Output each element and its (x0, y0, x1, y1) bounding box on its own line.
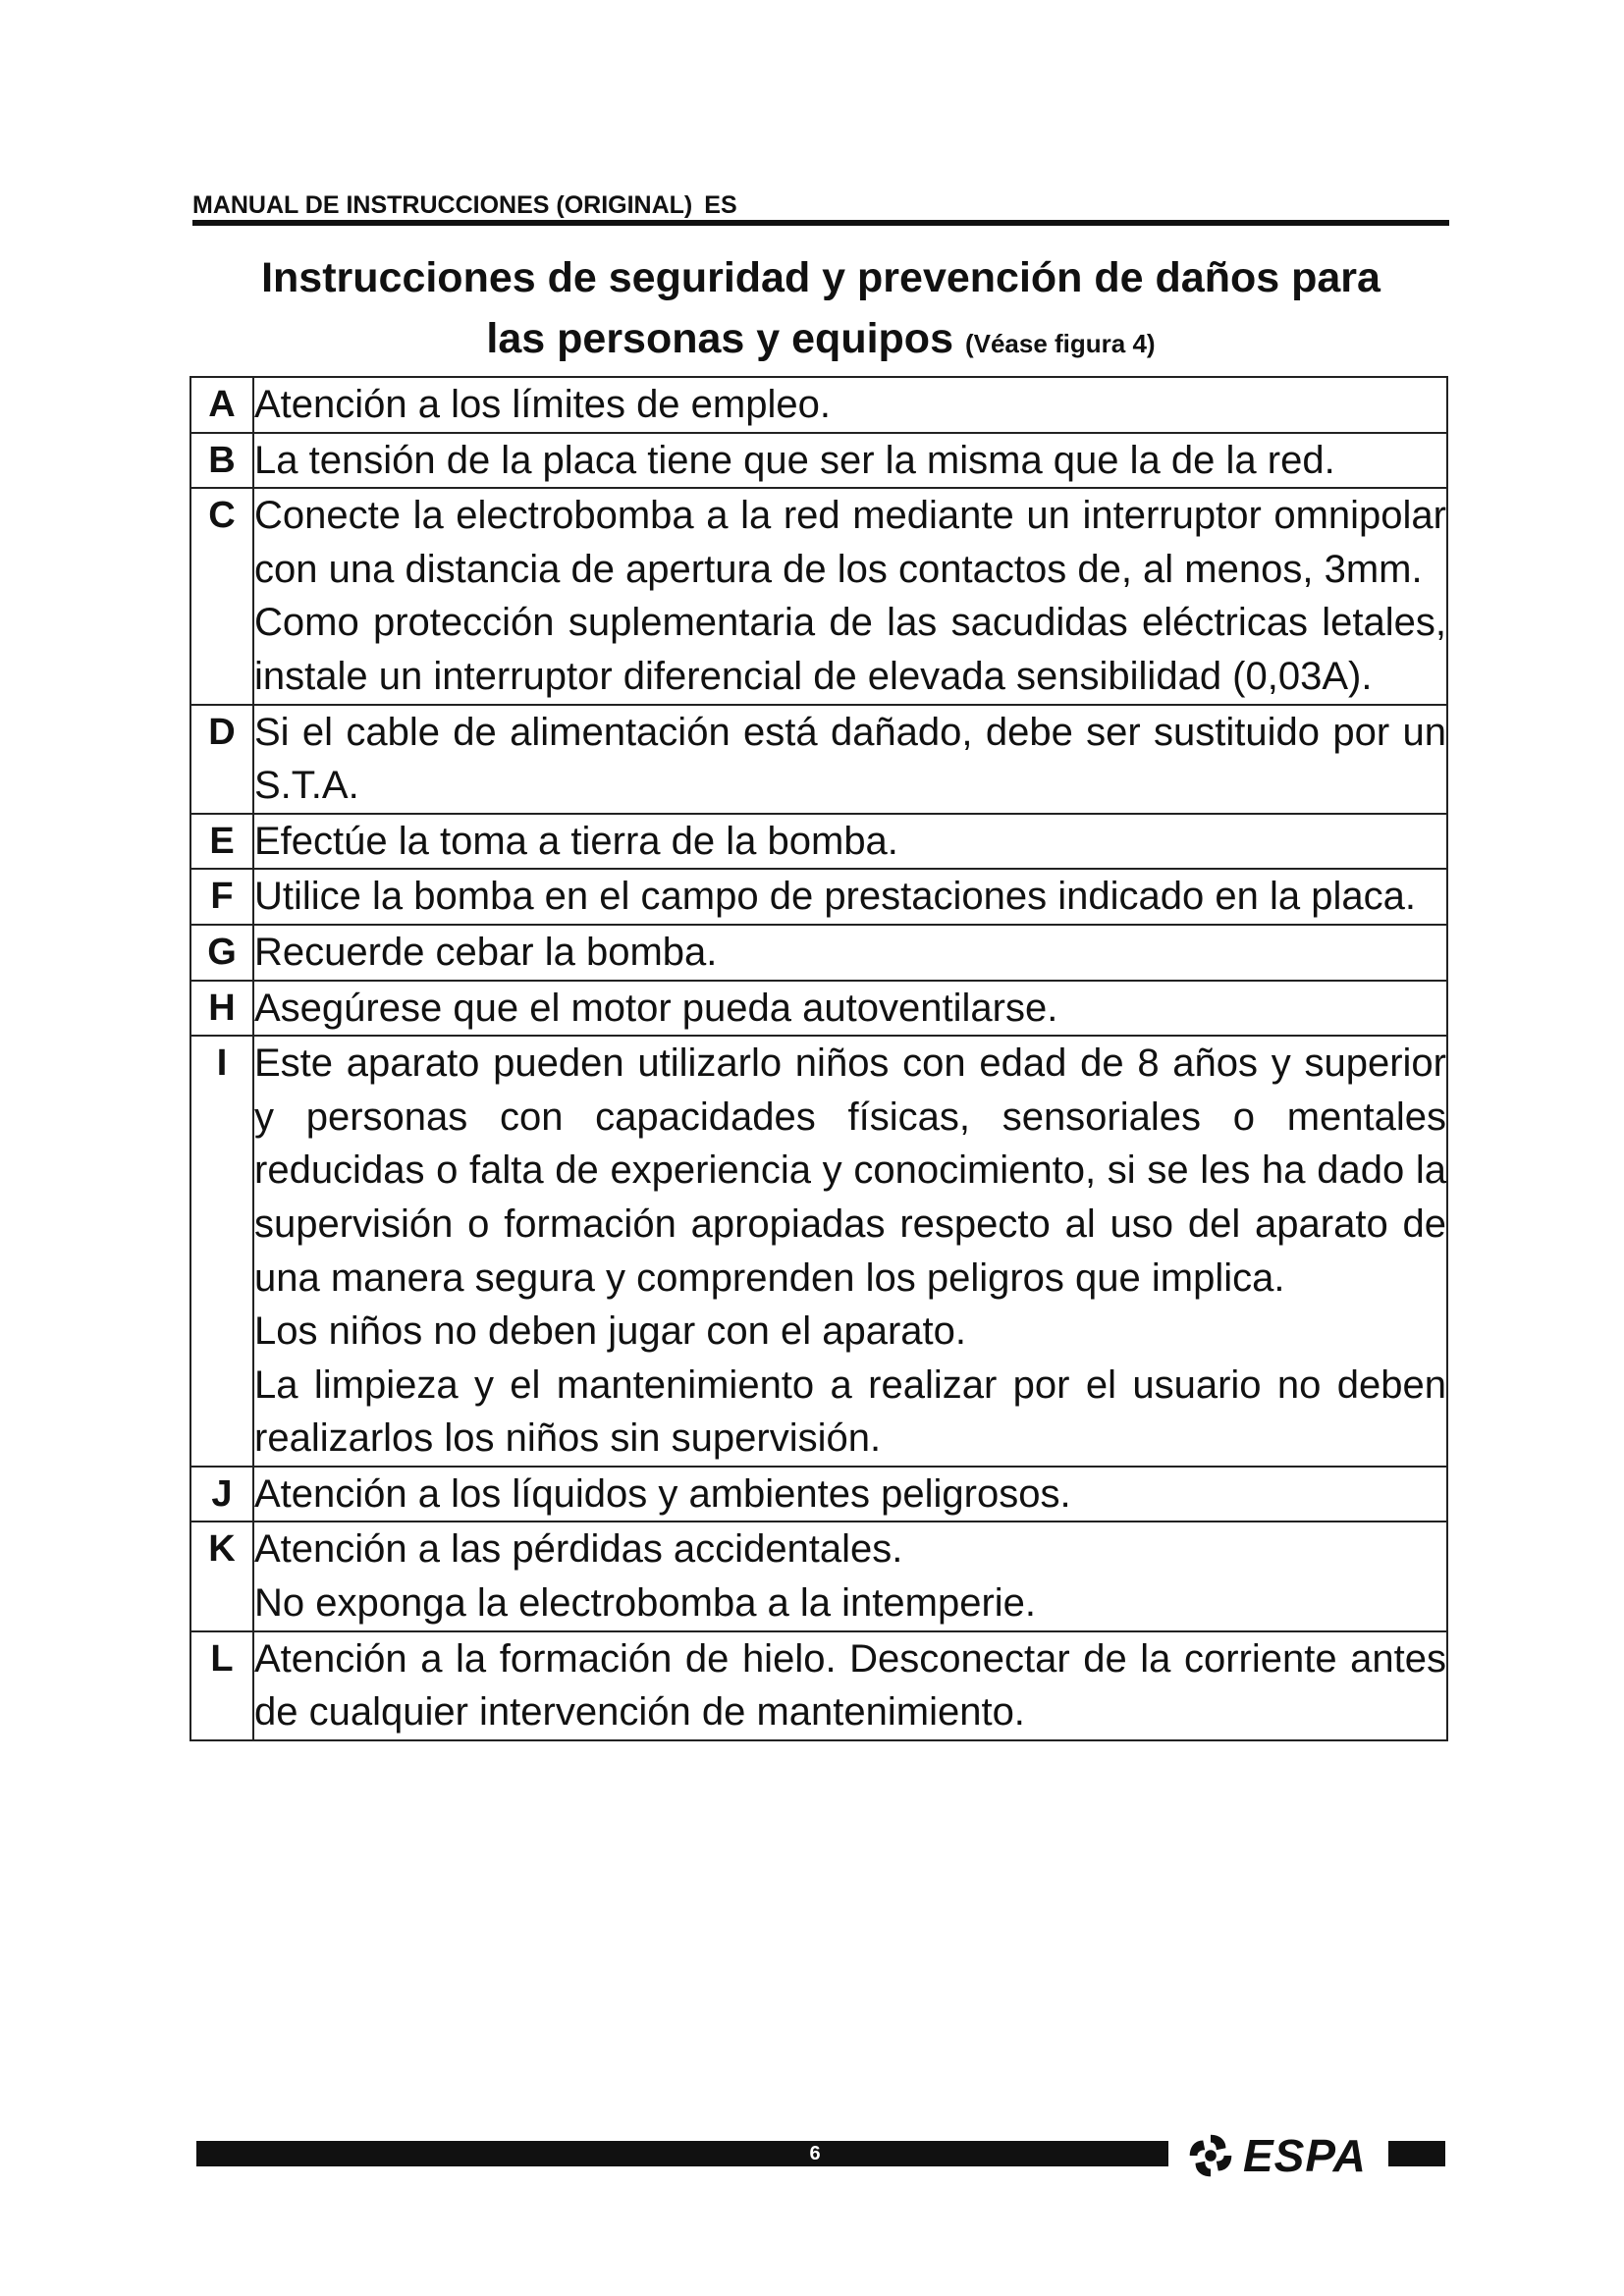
brand-name: ESPA (1243, 2130, 1367, 2181)
manual-title: MANUAL DE INSTRUCCIONES (ORIGINAL) (192, 191, 693, 219)
instruction-text (253, 1036, 1447, 1467)
footer-bar-end (1388, 2141, 1445, 2166)
instruction-letter: A (190, 377, 253, 433)
instruction-paragraph: Este aparato pueden utilizarlo niños con edad de 8 años y superior y personas con capacidades físicas, sensoriales o mentales reducidas o falta de experiencia y conocimiento, si se les ha dado la supervisión o formación apropiadas respecto al uso del aparato de una manera segura y comprenden los peligros que implica. (254, 1041, 1446, 1300)
instruction-row-b (190, 433, 1447, 489)
espa-pump-logo-icon (1182, 2127, 1239, 2184)
instruction-text (253, 377, 1447, 433)
instruction-paragraph: La limpieza y el mantenimiento a realizar por el usuario no deben realizarlos los niños sin supervisión. (254, 1362, 1446, 1461)
instruction-paragraph: Utilice la bomba en el campo de prestaciones indicado en la placa. (254, 875, 1416, 919)
instruction-paragraph: Atención a la formación de hielo. Desconectar de la corriente antes de cualquier intervención de mantenimiento. (254, 1636, 1446, 1735)
instruction-letter: L (190, 1631, 253, 1740)
instruction-letter: I (190, 1036, 253, 1467)
instruction-row-h (190, 981, 1447, 1037)
instruction-paragraph: Conecte la electrobomba a la red mediante un interruptor omnipolar con una distancia de apertura de los contactos de, al menos, 3mm. (254, 494, 1446, 591)
footer-bar (196, 2141, 1168, 2166)
instruction-letter: J (190, 1467, 253, 1522)
instruction-letter: E (190, 814, 253, 870)
instruction-paragraph: Atención a las pérdidas accidentales. (254, 1527, 903, 1572)
instruction-row-j (190, 1467, 1447, 1522)
instruction-letter: H (190, 981, 253, 1037)
instruction-row-e (190, 814, 1447, 870)
instruction-paragraph: Atención a los líquidos y ambientes peligrosos. (254, 1471, 1071, 1516)
instruction-row-d (190, 705, 1447, 814)
instruction-row-i (190, 1036, 1447, 1467)
instruction-letter: B (190, 433, 253, 489)
section-title-line-2-text: las personas y equipos (486, 315, 953, 362)
instruction-text (253, 705, 1447, 814)
instruction-row-a (190, 377, 1447, 433)
instruction-text (253, 1522, 1447, 1630)
espa-logo (1182, 2128, 1379, 2183)
instruction-row-g (190, 925, 1447, 981)
instruction-paragraph: No exponga la electrobomba a la intemperie. (254, 1581, 1037, 1626)
instruction-text (253, 1631, 1447, 1740)
instruction-letter: G (190, 925, 253, 981)
instruction-paragraph: Recuerde cebar la bomba. (254, 930, 718, 974)
instruction-text (253, 869, 1447, 925)
instruction-paragraph: Efectúe la toma a tierra de la bomba. (254, 819, 898, 863)
instruction-letter: F (190, 869, 253, 925)
instruction-letter: D (190, 705, 253, 814)
instruction-letter: C (190, 488, 253, 704)
section-title-line-1: Instrucciones de seguridad y prevención de daños para (261, 254, 1380, 301)
instruction-paragraph: Como protección suplementaria de las sacudidas eléctricas letales, instale un interruptor diferencial de elevada sensibilidad (0,03A). (254, 601, 1446, 698)
instruction-row-f (190, 869, 1447, 925)
language-code: ES (704, 191, 737, 219)
instruction-row-l (190, 1631, 1447, 1740)
instruction-row-c (190, 488, 1447, 704)
safety-instructions-table (189, 376, 1448, 1741)
section-title (192, 247, 1449, 374)
instruction-paragraph: Atención a los límites de empleo. (254, 383, 831, 426)
page-number: 6 (809, 2143, 821, 2164)
instruction-text (253, 1467, 1447, 1522)
instruction-paragraph: Asegúrese que el motor pueda autoventilarse. (254, 986, 1058, 1030)
instruction-text (253, 981, 1447, 1037)
figure-reference: (Véase figura 4) (964, 329, 1156, 358)
instruction-text (253, 925, 1447, 981)
instruction-text (253, 433, 1447, 489)
header-rule (192, 220, 1449, 226)
section-title-line-2 (192, 308, 1449, 374)
instruction-paragraph: Si el cable de alimentación está dañado, debe ser sustituido por un S.T.A. (254, 710, 1446, 808)
instruction-text (253, 488, 1447, 704)
instruction-letter: K (190, 1522, 253, 1630)
instruction-text (253, 814, 1447, 870)
page-header (192, 187, 1449, 224)
instruction-row-k (190, 1522, 1447, 1630)
instruction-paragraph: Los niños no deben jugar con el aparato. (254, 1309, 966, 1354)
instruction-paragraph: La tensión de la placa tiene que ser la misma que la de la red. (254, 438, 1335, 482)
